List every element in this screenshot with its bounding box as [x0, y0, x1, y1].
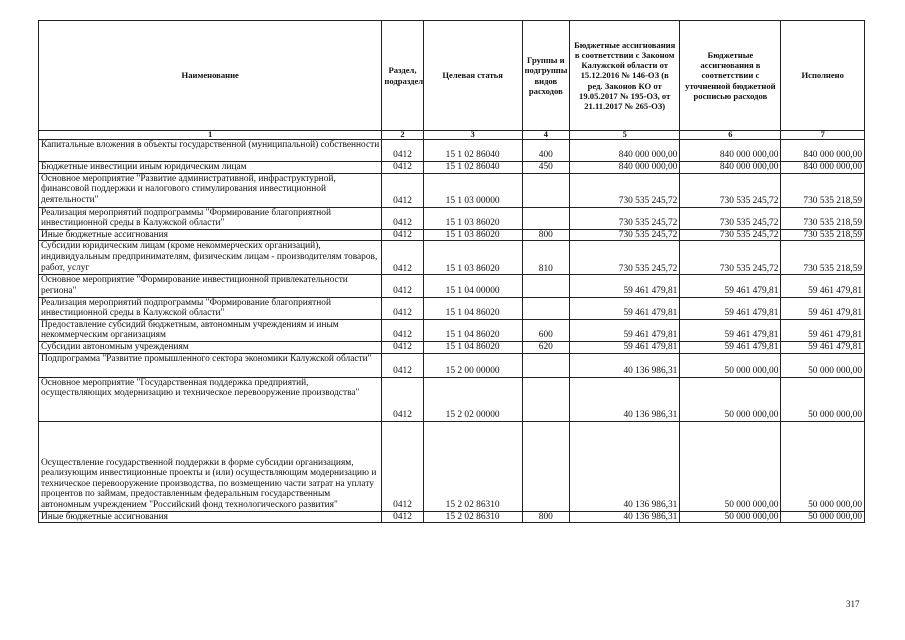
row-name: Бюджетные инвестиции иным юридическим лицам	[39, 162, 382, 174]
row-executed: 50 000 000,00	[781, 353, 865, 377]
row-budget: 50 000 000,00	[680, 511, 781, 523]
row-section: 0412	[382, 241, 423, 275]
budget-table-sheet	[38, 20, 865, 523]
row-section: 0412	[382, 140, 423, 162]
row-name: Осуществление государственной поддержки в форме субсидии организациям, реализующим инвестиционные проекты и (или) осуществляющим модернизацию и техническое перевооружение производства, по возмещению части затрат на уплату процентов по займам, предоставленным федеральным государственным автономным учреждением "Российский фонд технологического развития"	[39, 421, 382, 511]
row-name: Основное мероприятие "Развитие административной, инфраструктурной, финансовой поддержки и налогового стимулирования инвестиционной деятельности"	[39, 173, 382, 207]
row-section: 0412	[382, 297, 423, 319]
row-group	[522, 297, 569, 319]
table-row	[39, 241, 865, 275]
row-executed: 840 000 000,00	[781, 140, 865, 162]
row-group: 800	[522, 229, 569, 241]
row-target: 15 1 04 86020	[423, 319, 522, 341]
row-group	[522, 353, 569, 377]
row-section: 0412	[382, 421, 423, 511]
row-law: 40 136 986,31	[570, 421, 680, 511]
header-target: Целевая статья	[423, 21, 522, 131]
row-name: Подпрограмма "Развитие промышленного сектора экономики Калужской области"	[39, 353, 382, 377]
header-law: Бюджетные ассигнования в соответствии с Законом Калужской области от 15.12.2016 № 146-ОЗ (в ред. Законов КО от 19.05.2017 № 195-ОЗ, от 21.11.2017 № 265-ОЗ)	[570, 21, 680, 131]
row-target: 15 1 02 86040	[423, 162, 522, 174]
table-row	[39, 207, 865, 229]
row-target: 15 2 00 00000	[423, 353, 522, 377]
row-name: Субсидии юридическим лицам (кроме некоммерческих организаций), индивидуальным предпринимателям, физическим лицам - производителям товаров, работ, услуг	[39, 241, 382, 275]
row-name: Основное мероприятие "Государственная поддержка предприятий, осуществляющих модернизацию и техническое перевооружение производства"	[39, 377, 382, 421]
header-name: Наименование	[39, 21, 382, 131]
row-section: 0412	[382, 341, 423, 353]
row-budget: 50 000 000,00	[680, 353, 781, 377]
table-row	[39, 140, 865, 162]
row-budget: 59 461 479,81	[680, 275, 781, 297]
row-executed: 730 535 218,59	[781, 207, 865, 229]
row-budget: 730 535 245,72	[680, 229, 781, 241]
row-law: 730 535 245,72	[570, 207, 680, 229]
row-name: Основное мероприятие "Формирование инвестиционной привлекательности региона"	[39, 275, 382, 297]
header-budget: Бюджетные ассигнования в соответствии с уточненной бюджетной росписью расходов	[680, 21, 781, 131]
row-budget: 59 461 479,81	[680, 319, 781, 341]
row-executed: 730 535 218,59	[781, 229, 865, 241]
row-law: 59 461 479,81	[570, 297, 680, 319]
row-name: Реализация мероприятий подпрограммы "Формирование благоприятной инвестиционной среды в Калужской области"	[39, 297, 382, 319]
table-row	[39, 341, 865, 353]
row-budget: 730 535 245,72	[680, 207, 781, 229]
page-number: 317	[846, 599, 860, 609]
row-budget: 50 000 000,00	[680, 421, 781, 511]
row-target: 15 1 02 86040	[423, 140, 522, 162]
row-section: 0412	[382, 275, 423, 297]
row-law: 40 136 986,31	[570, 511, 680, 523]
row-target: 15 1 03 86020	[423, 241, 522, 275]
table-row	[39, 421, 865, 511]
table-row	[39, 275, 865, 297]
row-target: 15 2 02 86310	[423, 421, 522, 511]
row-law: 40 136 986,31	[570, 353, 680, 377]
row-group	[522, 377, 569, 421]
row-budget: 730 535 245,72	[680, 241, 781, 275]
row-law: 59 461 479,81	[570, 341, 680, 353]
row-budget: 840 000 000,00	[680, 162, 781, 174]
column-number: 6	[680, 131, 781, 140]
row-name: Капитальные вложения в объекты государственной (муниципальной) собственности	[39, 140, 382, 162]
column-number: 5	[570, 131, 680, 140]
row-name: Предоставление субсидий бюджетным, автономным учреждениям и иным некоммерческим организациям	[39, 319, 382, 341]
row-section: 0412	[382, 229, 423, 241]
row-group: 800	[522, 511, 569, 523]
row-group	[522, 421, 569, 511]
row-target: 15 1 03 86020	[423, 207, 522, 229]
row-name: Реализация мероприятий подпрограммы "Формирование благоприятной инвестиционной среды в Калужской области"	[39, 207, 382, 229]
table-row	[39, 229, 865, 241]
row-executed: 59 461 479,81	[781, 275, 865, 297]
column-number: 3	[423, 131, 522, 140]
row-name: Субсидии автономным учреждениям	[39, 341, 382, 353]
row-target: 15 1 04 00000	[423, 275, 522, 297]
header-executed: Исполнено	[781, 21, 865, 131]
row-group	[522, 207, 569, 229]
row-target: 15 2 02 86310	[423, 511, 522, 523]
row-executed: 59 461 479,81	[781, 297, 865, 319]
row-budget: 840 000 000,00	[680, 140, 781, 162]
column-number: 1	[39, 131, 382, 140]
budget-table	[38, 20, 865, 523]
row-target: 15 2 02 00000	[423, 377, 522, 421]
row-law: 730 535 245,72	[570, 229, 680, 241]
row-group	[522, 173, 569, 207]
row-section: 0412	[382, 207, 423, 229]
header-section: Раздел, подраздел	[382, 21, 423, 131]
row-section: 0412	[382, 173, 423, 207]
row-target: 15 1 04 86020	[423, 341, 522, 353]
row-budget: 50 000 000,00	[680, 377, 781, 421]
row-law: 59 461 479,81	[570, 275, 680, 297]
row-group: 600	[522, 319, 569, 341]
row-section: 0412	[382, 511, 423, 523]
table-row	[39, 297, 865, 319]
row-budget: 59 461 479,81	[680, 297, 781, 319]
row-law: 840 000 000,00	[570, 162, 680, 174]
row-section: 0412	[382, 162, 423, 174]
row-section: 0412	[382, 377, 423, 421]
column-number-row	[39, 131, 865, 140]
row-name: Иные бюджетные ассигнования	[39, 229, 382, 241]
table-row	[39, 319, 865, 341]
row-executed: 59 461 479,81	[781, 319, 865, 341]
row-law: 730 535 245,72	[570, 173, 680, 207]
row-group: 810	[522, 241, 569, 275]
row-executed: 730 535 218,59	[781, 173, 865, 207]
row-law: 59 461 479,81	[570, 319, 680, 341]
row-target: 15 1 03 86020	[423, 229, 522, 241]
header-group: Группы и подгруппы видов расходов	[522, 21, 569, 131]
row-target: 15 1 04 86020	[423, 297, 522, 319]
row-section: 0412	[382, 319, 423, 341]
row-group: 400	[522, 140, 569, 162]
row-executed: 50 000 000,00	[781, 421, 865, 511]
column-number: 7	[781, 131, 865, 140]
row-target: 15 1 03 00000	[423, 173, 522, 207]
row-group	[522, 275, 569, 297]
row-executed: 730 535 218,59	[781, 241, 865, 275]
row-section: 0412	[382, 353, 423, 377]
row-group: 620	[522, 341, 569, 353]
row-law: 40 136 986,31	[570, 377, 680, 421]
row-executed: 59 461 479,81	[781, 341, 865, 353]
column-number: 2	[382, 131, 423, 140]
row-executed: 840 000 000,00	[781, 162, 865, 174]
table-row	[39, 353, 865, 377]
table-row	[39, 162, 865, 174]
table-row	[39, 377, 865, 421]
row-budget: 730 535 245,72	[680, 173, 781, 207]
column-number: 4	[522, 131, 569, 140]
table-row	[39, 511, 865, 523]
row-name: Иные бюджетные ассигнования	[39, 511, 382, 523]
row-budget: 59 461 479,81	[680, 341, 781, 353]
row-group: 450	[522, 162, 569, 174]
row-executed: 50 000 000,00	[781, 377, 865, 421]
row-executed: 50 000 000,00	[781, 511, 865, 523]
table-row	[39, 173, 865, 207]
header-row	[39, 21, 865, 131]
row-law: 840 000 000,00	[570, 140, 680, 162]
row-law: 730 535 245,72	[570, 241, 680, 275]
